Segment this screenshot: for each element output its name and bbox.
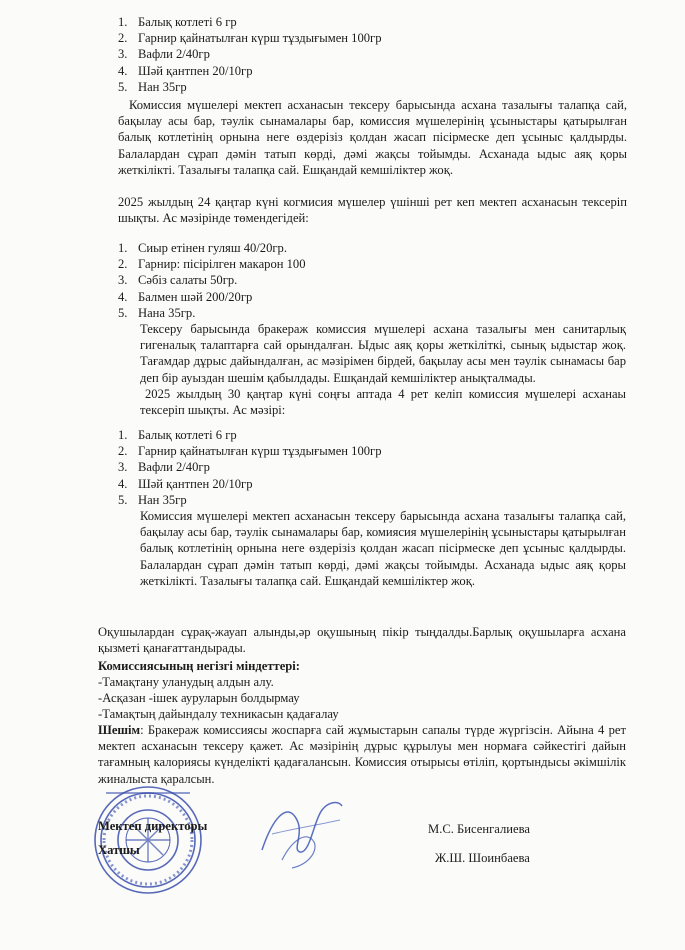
paragraph-3: Тексеру барысында бракераж комиссия мүшелері асхана тазалығы мен санитарлық гигеналық талаптарға сай орындалған. Ыдыс аяқ қоры жеткіліткі, сынық ыдыстар жоқ. Тағамдар дұрыс дайындалған, ас мәзірімен бірдей, бақылау асы мен тәулік сынамасы бар деп бір ауыздан шешім қабылдады. Ешқандай кемшіліктер анықталмады.: [140, 322, 626, 385]
list-item: 5. Нан 35гр: [118, 492, 187, 507]
list-item: 1. Сиыр етінен гуляш 40/20гр.: [118, 241, 287, 255]
menu-list-1: [0, 14, 685, 95]
list-item: 5. Нан 35гр: [118, 79, 187, 94]
signature-icon: [252, 790, 348, 872]
duty-item: -Асқазан -ішек ауруларын болдырмау: [98, 691, 300, 706]
duty-item: -Тамақтану уланудың алдын алу.: [98, 675, 274, 689]
paragraph-4: 2025 жылдың 30 қаңтар күні соңғы аптада 4 рет келіп комиссия мүшелері асханаы тексеріп шықты. Ас мәзірі:: [140, 387, 626, 418]
paragraph-2: 2025 жылдың 24 қаңтар күні когмисия мүшелер үшінші рет кеп мектеп асханасын тексеріп шықты. Ас мәзірінде төмендегідей:: [118, 195, 627, 226]
decision-text: : Бракераж комиссиясы жоспарға сай жұмыстарын сапалы түрде жүргізсін. Айына 4 рет мектеп асханасын тексеру қажет. Ас мәзірінің дұрыс құрылуы мен нормаға сәйкестігі дайын тағамның калориясы күнделікті қадағалансын. Комиссия отырысы өтіліп, қортындысы әкімшілік жиналыста қаралсын.: [98, 723, 626, 786]
duty-item: -Тамақтың дайындалу техникасын қадағалау: [98, 707, 339, 722]
official-stamp-icon: [92, 784, 204, 896]
menu-list-3: [0, 427, 685, 508]
list-item: 1. Балық котлеті 6 гр: [118, 428, 237, 442]
list-item: 4. Шәй қантпен 20/10гр: [118, 476, 253, 491]
list-item: 3. Вафли 2/40гр: [118, 460, 210, 475]
paragraph-1: Комиссия мүшелері мектеп асханасын тексеру барысында асхана тазалығы талапқа сай, бақылау асы бар, тәулік сынамалары бар, комиссия мүшелерінің ұсыныстары қатырылған балық котлетінің орнына неге өздерізіз қолдан жасап пісірмеске деп ұсыныс қалдырды. Балалардан сұрап дәмін татып көрді, дәмі жақсы тойымды. Асханада ыдыс аяқ қоры жеткілікті. Тазалығы талапқа сай. Ешқандай кемшіліктер жоқ.: [118, 98, 627, 177]
list-item: 3. Вафли 2/40гр: [118, 47, 210, 62]
decision-paragraph: [98, 722, 626, 787]
secretary-role: Хатшы: [98, 843, 140, 857]
list-item: 4. Шәй қантпен 20/10гр: [118, 63, 253, 78]
paragraph-6: Оқушылардан сұрақ-жауап алынды,әр оқушының пікір тыңдалды.Барлық оқушыларға асхана қызметі қанағаттандырады.: [98, 625, 626, 656]
list-item: 2. Гарнир қайнатылған күрш тұздығымен 100гр: [118, 31, 382, 46]
list-item: 4. Балмен шәй 200/20гр: [118, 289, 253, 304]
duties-heading: Комиссиясының негізгі міндеттері:: [98, 659, 301, 673]
list-item: 3. Сәбіз салаты 50гр.: [118, 273, 238, 288]
duties-list: [98, 674, 626, 723]
list-item: 2. Гарнир: пісірілген макарон 100: [118, 257, 306, 272]
list-item: 2. Гарнир қайнатылған күрш тұздығымен 100гр: [118, 444, 382, 459]
list-item: 5. Нана 35гр.: [118, 305, 196, 320]
decision-label: Шешім: [98, 723, 141, 737]
paragraph-5: Комиссия мүшелері мектеп асханасын тексеру барысында асхана тазалығы талапқа сай, бақылау асы бар, тәулік сынамалары бар, комиясия мүшелерінің ұсыныстары қатырылған балық котлетінің орнына неге өздерізіз қолдан жасап пісірмеске деп ұсыныс қалдырды. Балалардан сұрап дәмін татып көрді, дәмі жақсы тойымды. Асханада ыдыс аяқ қоры жеткілікті. Тазалығы талапқа сай. Ешқандай кемшіліктер жоқ.: [140, 509, 626, 588]
menu-list-2: [0, 240, 685, 321]
list-item: 1. Балық котлеті 6 гр: [118, 15, 237, 29]
secretary-name: Ж.Ш. Шоинбаева: [435, 851, 530, 865]
director-role: Мектеп директоры: [98, 819, 208, 833]
director-name: М.С. Бисенгалиева: [428, 822, 530, 836]
